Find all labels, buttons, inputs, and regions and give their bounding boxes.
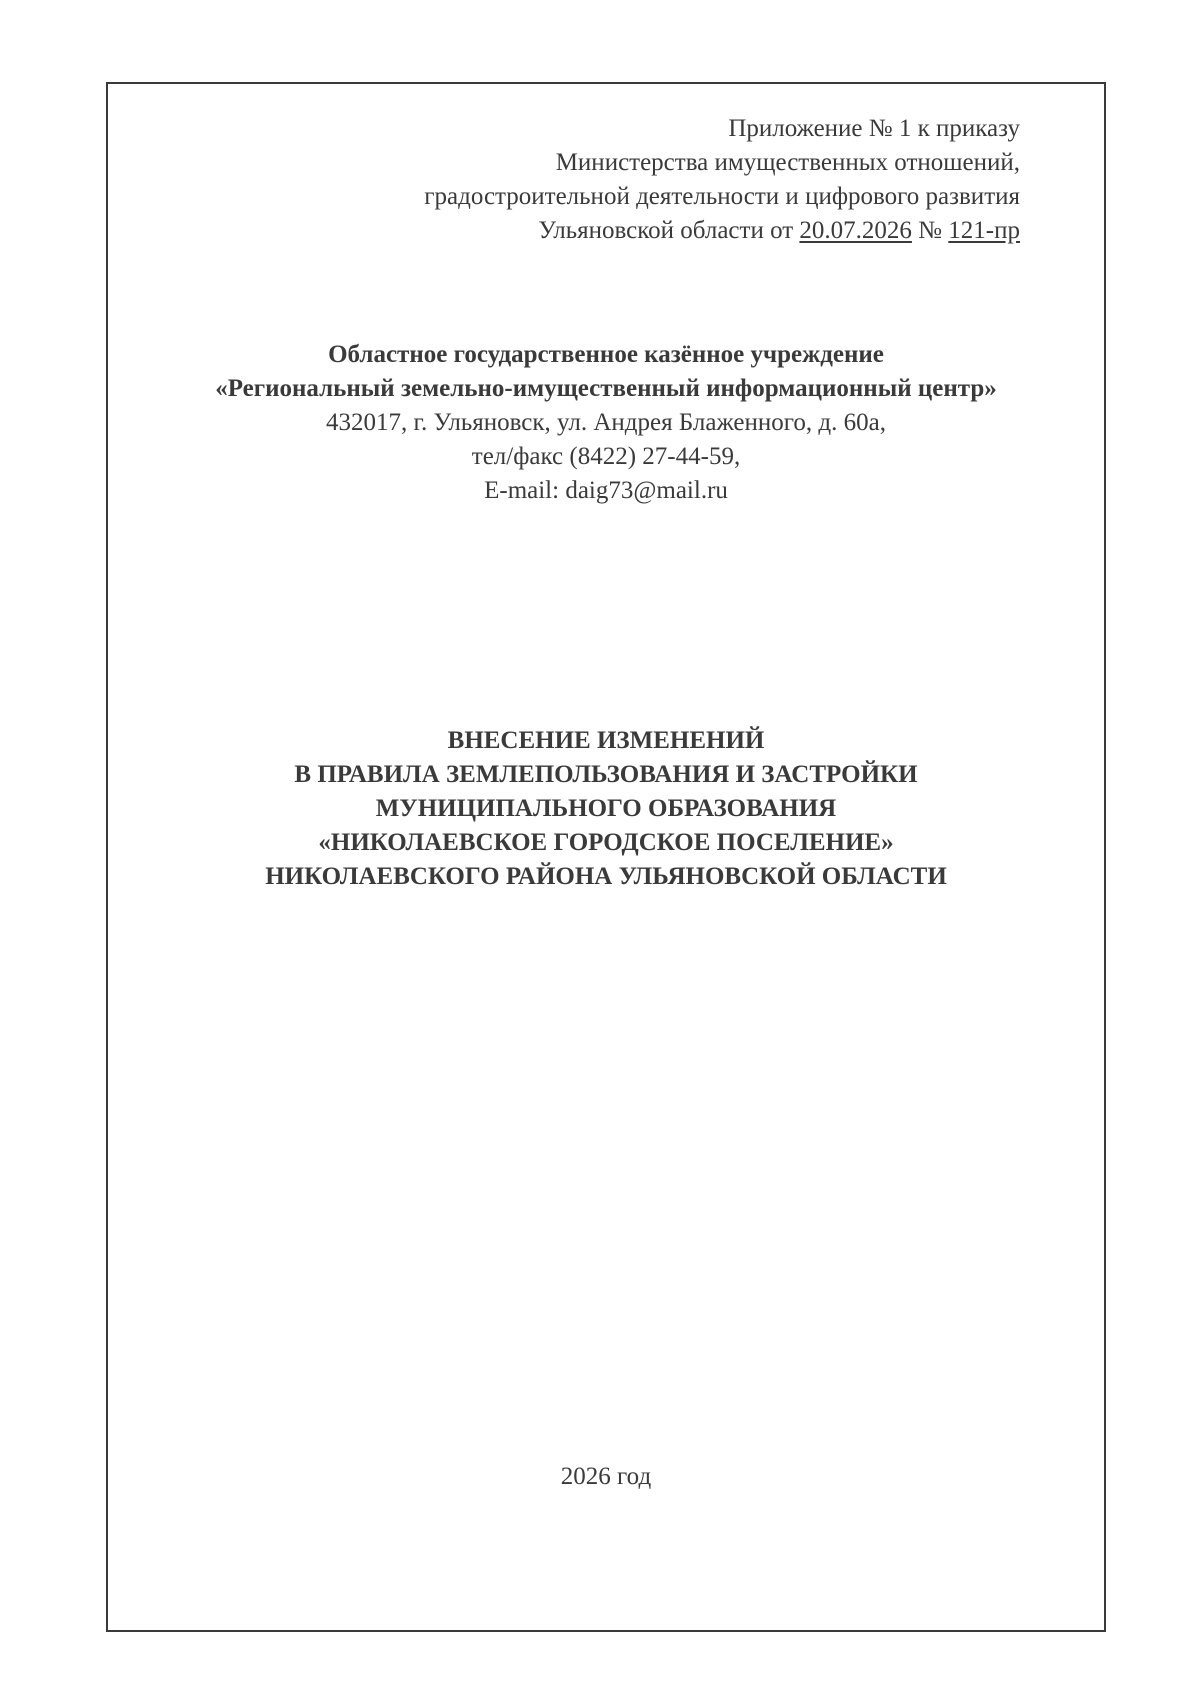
document-title [108, 724, 1104, 894]
order-date: 20.07.2026 [799, 217, 912, 244]
title-line-4: «НИКОЛАЕВСКОЕ ГОРОДСКОЕ ПОСЕЛЕНИЕ» [318, 829, 894, 856]
number-sign: № [911, 217, 949, 244]
appendix-prefix: Ульяновской области от [538, 217, 800, 244]
title-line-3: МУНИЦИПАЛЬНОГО ОБРАЗОВАНИЯ [375, 795, 837, 822]
appendix-block [424, 112, 1020, 248]
org-email: E-mail: daig73@mail.ru [484, 477, 728, 504]
appendix-line-1: Приложение № 1 к приказу [728, 115, 1020, 142]
appendix-line-4 [424, 214, 1020, 248]
appendix-line-3: градостроительной деятельности и цифрового развития [424, 183, 1020, 210]
organization-block [108, 338, 1104, 508]
org-phone: тел/факс (8422) 27-44-59, [471, 443, 741, 470]
title-line-2: В ПРАВИЛА ЗЕМЛЕПОЛЬЗОВАНИЯ И ЗАСТРОЙКИ [294, 761, 918, 788]
appendix-line-2: Министерства имущественных отношений, [555, 149, 1020, 176]
title-line-1: ВНЕСЕНИЕ ИЗМЕНЕНИЙ [447, 727, 765, 754]
title-line-5: НИКОЛАЕВСКОГО РАЙОНА УЛЬЯНОВСКОЙ ОБЛАСТИ [265, 863, 947, 890]
org-address: 432017, г. Ульяновск, ул. Андрея Блаженного, д. 60а, [326, 409, 886, 436]
order-number: 121-пр [948, 217, 1020, 244]
document-year: 2026 год [560, 1463, 652, 1490]
org-name-line-2: «Региональный земельно-имущественный информационный центр» [215, 375, 997, 402]
org-name-line-1: Областное государственное казённое учреждение [328, 341, 884, 368]
page-frame [106, 82, 1106, 1632]
